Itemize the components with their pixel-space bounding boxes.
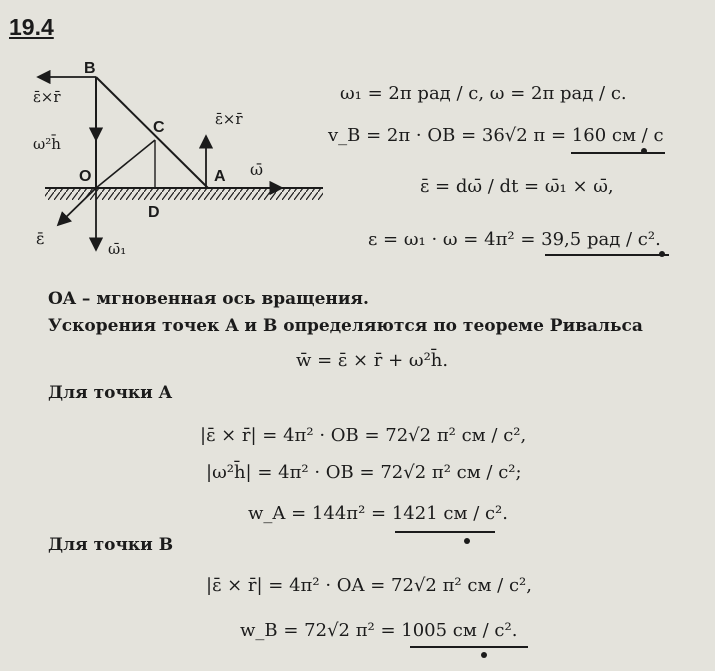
label-exr-left: ε̄×r̄ (33, 88, 61, 106)
line-OC (96, 140, 155, 188)
formula-w: w̄ = ε̄ × r̄ + ω²h̄. (296, 350, 449, 371)
eq-epsilon (368, 231, 661, 249)
dot-wA (464, 538, 470, 544)
label-omega: ω̄ (250, 160, 264, 179)
eq-epsilon-main: ε = ω₁ · ω = 4π² = (368, 229, 542, 250)
problem-number: 19.4 (9, 14, 54, 40)
eq-epsilon-vector: ε̄ = dω̄ / dt = ω̄₁ × ω̄, (420, 176, 614, 197)
label-omega1: ω̄₁ (108, 240, 127, 258)
pointB-title: Для точки B (48, 535, 174, 555)
eq-wB-result: 1005 см / с². (401, 620, 518, 641)
underline-wA (395, 531, 495, 533)
label-exr-right: ε̄×r̄ (215, 110, 243, 128)
underline-epsilon (545, 254, 669, 256)
eq-wB (240, 622, 517, 640)
pointA-title: Для точки A (48, 383, 172, 403)
eq-wA-result: 1421 см / с². (391, 503, 508, 524)
eq-wA (248, 505, 508, 523)
text-instant-axis: OA – мгновенная ось вращения. (48, 289, 369, 309)
eq-A-line1: |ε̄ × r̄| = 4π² · OB = 72√2 π² см / с², (200, 425, 527, 446)
label-B: B (84, 60, 96, 77)
label-A: A (214, 168, 226, 185)
eq-epsilon-result: 39,5 рад / с². (541, 229, 661, 250)
line-BA (96, 77, 208, 188)
eq-A-line2: |ω²h̄| = 4π² · OB = 72√2 π² см / с²; (206, 462, 522, 483)
eq-vB-result: 160 см / с (571, 125, 664, 146)
label-eps: ε̄ (36, 229, 45, 248)
label-O: O (79, 168, 92, 185)
eq-vB (328, 127, 664, 145)
dot-vB (641, 148, 647, 154)
eq-B-line1: |ε̄ × r̄| = 4π² · OA = 72√2 π² см / с², (206, 575, 532, 596)
dot-epsilon (659, 251, 665, 257)
label-D: D (148, 204, 160, 221)
underline-wB (410, 646, 528, 648)
eq-wA-main: w_A = 144π² = (248, 503, 392, 524)
eq-omegas: ω₁ = 2π рад / с, ω = 2π рад / с. (340, 83, 627, 104)
dot-wB (481, 652, 487, 658)
label-w2h: ω²h̄ (33, 135, 61, 153)
text-rivals-theorem: Ускорения точек A и B определяются по теореме Ривальса (48, 316, 643, 336)
label-C: C (153, 119, 165, 136)
eq-vB-main: v_B = 2π · OB = 36√2 π = (328, 125, 572, 146)
eq-wB-main: w_B = 72√2 π² = (240, 620, 402, 641)
underline-vB (571, 152, 665, 154)
